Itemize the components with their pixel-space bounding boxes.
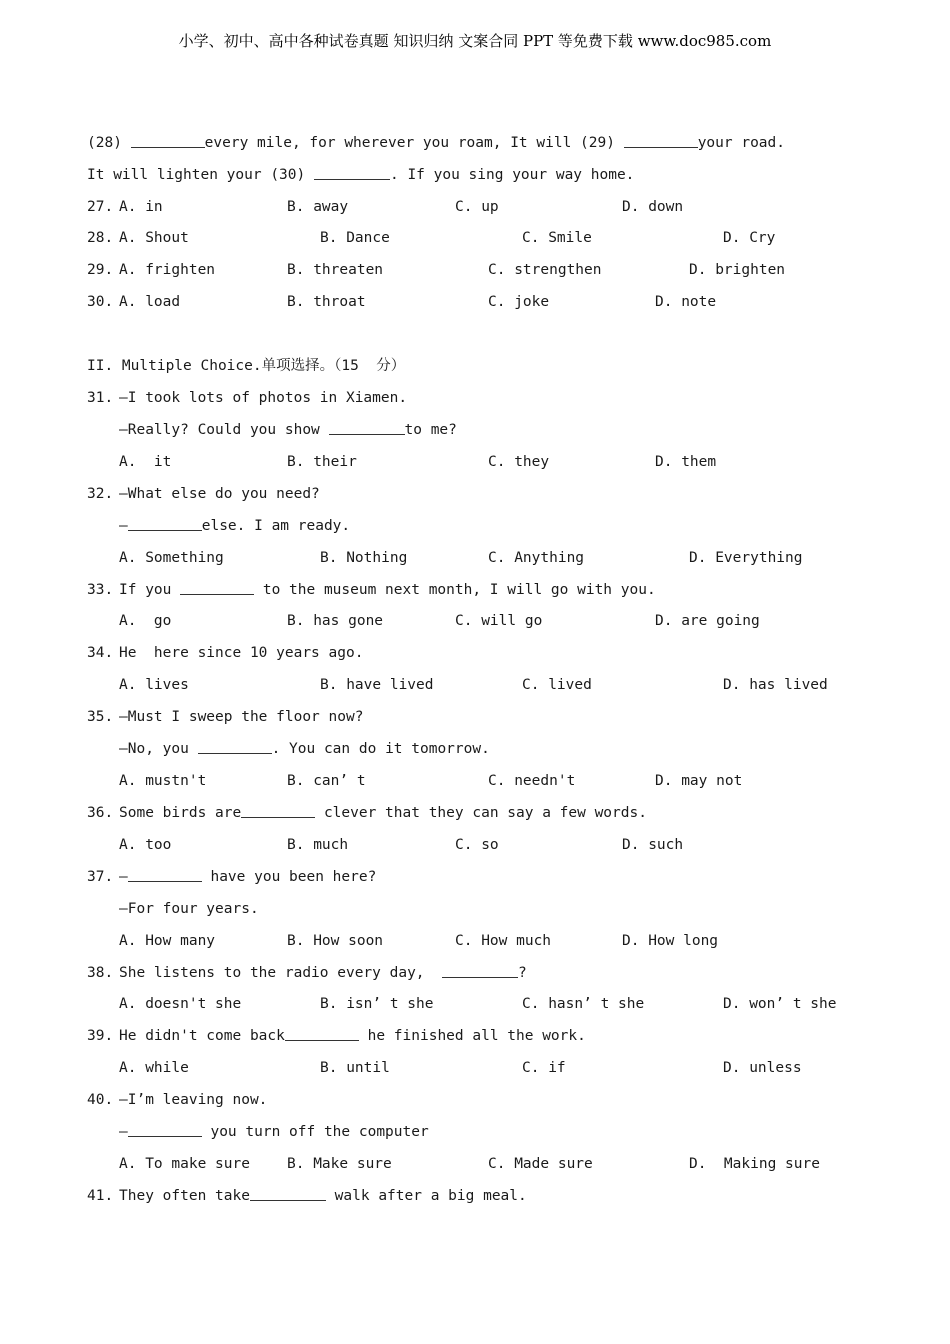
passage-text: . If you sing your way home.	[389, 167, 635, 183]
option: B. Dance	[320, 230, 390, 246]
answer-blank	[198, 739, 272, 754]
option: A. To make sure	[119, 1156, 250, 1172]
answer-blank	[442, 963, 518, 978]
option: B. until	[320, 1060, 390, 1076]
option: A. in	[119, 199, 163, 215]
text: He didn't come back	[119, 1028, 285, 1044]
option: C. Anything	[488, 550, 585, 566]
blank-28	[131, 133, 205, 148]
option: B. threaten	[287, 262, 384, 278]
text: . You can do it tomorrow.	[271, 741, 490, 757]
option: B. has gone	[287, 613, 384, 629]
question-number: 33.	[87, 582, 114, 598]
option: C. they	[488, 454, 550, 470]
text: —Really? Could you show	[119, 422, 329, 438]
option: C. needn't	[488, 773, 576, 789]
question-number: 35.	[87, 709, 114, 725]
passage-text: (28)	[87, 135, 131, 151]
option: C. up	[455, 199, 499, 215]
option: A. lives	[119, 677, 189, 693]
question-text	[119, 737, 490, 761]
text: —No, you	[119, 741, 198, 757]
text: If you	[119, 582, 181, 598]
answer-blank	[128, 516, 202, 531]
option: C. joke	[488, 294, 550, 310]
question-text	[119, 961, 527, 985]
option: D. Cry	[723, 230, 776, 246]
option: D. are going	[655, 613, 760, 629]
passage-text: It will lighten your (30)	[87, 167, 314, 183]
question-number: 37.	[87, 869, 114, 885]
passage-line-2	[87, 163, 634, 187]
text: She listens to the radio every day,	[119, 965, 443, 981]
question-text: —What else do you need?	[119, 486, 320, 502]
question-number: 41.	[87, 1188, 114, 1204]
question-number: 39.	[87, 1028, 114, 1044]
question-number: 40.	[87, 1092, 114, 1108]
option: C. will go	[455, 613, 543, 629]
section-title: II. Multiple Choice.单项选择。（15 分）	[87, 358, 406, 374]
question-number: 36.	[87, 805, 114, 821]
option: B. Make sure	[287, 1156, 392, 1172]
question-number: 27.	[87, 199, 114, 215]
question-text	[119, 801, 647, 825]
option: D. note	[655, 294, 717, 310]
question-number: 28.	[87, 230, 114, 246]
option: B. How soon	[287, 933, 384, 949]
text: have you been here?	[201, 869, 377, 885]
text: else. I am ready.	[201, 518, 351, 534]
passage-text: every mile, for wherever you roam, It will (29)	[204, 135, 624, 151]
option: D. down	[622, 199, 684, 215]
question-text: —Must I sweep the floor now?	[119, 709, 364, 725]
site-header: 小学、初中、高中各种试卷真题 知识归纳 文案合同 PPT 等免费下载 www.doc985.com	[178, 32, 772, 50]
option: A. load	[119, 294, 181, 310]
question-number: 34.	[87, 645, 114, 661]
answer-blank	[250, 1186, 326, 1201]
question-number: 29.	[87, 262, 114, 278]
option: D. won’ t she	[723, 996, 837, 1012]
question-text	[119, 1120, 429, 1144]
text: clever that they can say a few words.	[315, 805, 647, 821]
question-number: 32.	[87, 486, 114, 502]
question-text	[119, 1024, 586, 1048]
question-text: —For four years.	[119, 901, 259, 917]
answer-blank	[128, 867, 202, 882]
question-text	[119, 578, 656, 602]
option: B. isn’ t she	[320, 996, 434, 1012]
option: C. Smile	[522, 230, 592, 246]
question-text	[119, 865, 376, 889]
answer-blank	[329, 420, 405, 435]
text: ?	[518, 965, 527, 981]
option: D. Making sure	[689, 1156, 820, 1172]
text: —	[119, 518, 128, 534]
answer-blank	[285, 1026, 359, 1041]
option: A. How many	[119, 933, 216, 949]
option: C. so	[455, 837, 499, 853]
option: A. mustn't	[119, 773, 207, 789]
text: They often take	[119, 1188, 250, 1204]
question-text: He here since 10 years ago.	[119, 645, 364, 661]
option: B. can’ t	[287, 773, 366, 789]
option: A. go	[119, 613, 172, 629]
option: D. unless	[723, 1060, 802, 1076]
question-number: 38.	[87, 965, 114, 981]
option: D. may not	[655, 773, 743, 789]
option: A. it	[119, 454, 172, 470]
option: C. lived	[522, 677, 592, 693]
option: B. have lived	[320, 677, 434, 693]
option: D. has lived	[723, 677, 828, 693]
option: A. frighten	[119, 262, 216, 278]
option: D. such	[622, 837, 684, 853]
option: A. doesn't she	[119, 996, 242, 1012]
answer-blank	[128, 1122, 202, 1137]
question-text	[119, 418, 457, 442]
option: C. Made sure	[488, 1156, 593, 1172]
text: —	[119, 1124, 128, 1140]
question-text	[119, 514, 350, 538]
question-number: 30.	[87, 294, 114, 310]
option: B. much	[287, 837, 349, 853]
answer-blank	[180, 580, 254, 595]
option: C. hasn’ t she	[522, 996, 645, 1012]
option: A. Shout	[119, 230, 189, 246]
answer-blank	[241, 803, 315, 818]
text: you turn off the computer	[201, 1124, 429, 1140]
option: B. their	[287, 454, 357, 470]
question-text: —I’m leaving now.	[119, 1092, 268, 1108]
option: B. away	[287, 199, 349, 215]
text: he finished all the work.	[358, 1028, 586, 1044]
text: to me?	[404, 422, 457, 438]
option: B. throat	[287, 294, 366, 310]
passage-line-1	[87, 131, 785, 155]
option: D. Everything	[689, 550, 803, 566]
blank-30	[314, 165, 390, 180]
option: A. too	[119, 837, 172, 853]
text: to the museum next month, I will go with you.	[254, 582, 656, 598]
option: A. while	[119, 1060, 189, 1076]
blank-29	[624, 133, 698, 148]
option: A. Something	[119, 550, 224, 566]
option: C. How much	[455, 933, 552, 949]
question-text: —I took lots of photos in Xiamen.	[119, 390, 408, 406]
passage-text: your road.	[697, 135, 785, 151]
option: C. if	[522, 1060, 566, 1076]
text: walk after a big meal.	[325, 1188, 527, 1204]
option: C. strengthen	[488, 262, 602, 278]
option: D. How long	[622, 933, 719, 949]
option: B. Nothing	[320, 550, 408, 566]
text: —	[119, 869, 128, 885]
question-number: 31.	[87, 390, 114, 406]
option: D. brighten	[689, 262, 786, 278]
question-text	[119, 1184, 527, 1208]
text: Some birds are	[119, 805, 242, 821]
option: D. them	[655, 454, 717, 470]
